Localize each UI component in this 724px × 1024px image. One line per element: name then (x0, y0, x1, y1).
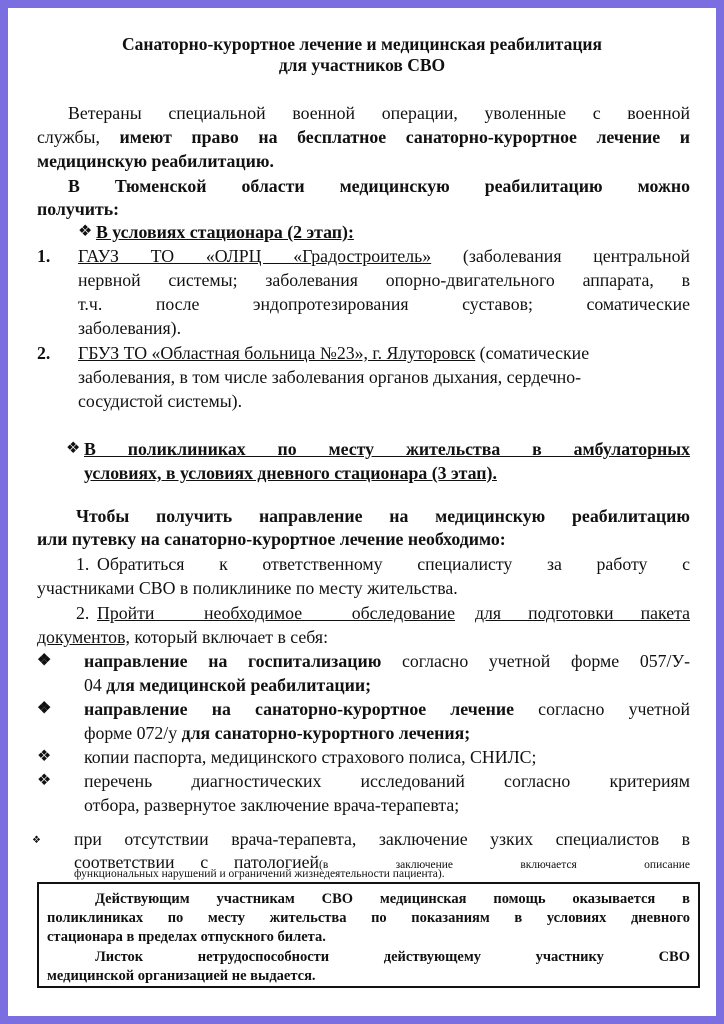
list-item-1-line-3: т.ч. после эндопротезирования суставов; соматические (78, 294, 690, 314)
document-page (8, 8, 716, 1016)
page-title (8, 34, 716, 76)
diamond-bullet-icon: ❖ (78, 223, 93, 240)
list-item-2-line-3: сосудистой системы). (78, 391, 243, 411)
diamond-bullet-icon: ❖ (66, 440, 81, 457)
step-2-line-2 (37, 626, 690, 648)
note-text: (в заключение включается описание (319, 859, 690, 871)
step-1-line-1: Обратиться к ответственному специалисту за работу с (97, 554, 690, 574)
list-item-text: (заболевания центральной (431, 246, 690, 266)
exam-text: Пройти необходимое обследование (97, 603, 455, 623)
package-text: для подготовки пакета (475, 603, 690, 623)
notice-line-5: медицинской организацией не выдается. (47, 968, 316, 984)
doc-text: согласно учетной (514, 699, 691, 719)
doc-1-line-2 (84, 674, 690, 696)
doc-3-line-1: копии паспорта, медицинского страхового полиса, СНИЛС; (84, 747, 537, 767)
title-line-2: для участников СВО (278, 55, 446, 75)
documents-text: документов, (37, 627, 130, 647)
step-1-line-2: участниками СВО в поликлинике по месту жительства. (37, 578, 458, 598)
list-item-1-line-2: нервной системы; заболевания опорно-двигательного аппарата, в (78, 270, 690, 290)
list-item-1-line-1 (78, 245, 690, 267)
doc-2-line-1 (84, 698, 690, 720)
doc-text: форме 072/у (84, 723, 182, 743)
intro-right-text: имеют право на бесплатное санаторно-курортное лечение и (119, 127, 690, 147)
includes-text: который включает в себя: (129, 627, 329, 647)
last-doc-line-3: функциональных нарушений и ограничений жизнедеятельности пациента). (74, 868, 445, 880)
intro-line-2 (37, 126, 690, 148)
doc-1-line-1 (84, 650, 690, 672)
step-2-line-1 (97, 602, 690, 624)
doc-2-line-2 (84, 722, 690, 744)
diamond-bullet-icon: ❖ (37, 652, 52, 669)
list-item-1-line-4: заболевания). (78, 318, 182, 338)
notice-line-3: стационара в пределах отпускного билета. (47, 929, 326, 945)
doc-bold-text: направление на санаторно-курортное лечение (84, 699, 515, 719)
outpatient-heading-line-1: В поликлиниках по месту жительства в амбулаторных (84, 439, 690, 459)
diamond-bullet-icon: ❖ (32, 835, 41, 846)
pathology-text: соответствии с патологией (74, 852, 319, 872)
facility-link[interactable]: ГАУЗ ТО «ОЛРЦ «Градостроитель» (78, 246, 432, 266)
list-item-2-line-2: заболевания, в том числе заболевания органов дыхания, сердечно- (78, 367, 582, 387)
title-line-1: Санаторно-курортное лечение и медицинская реабилитация (122, 34, 602, 54)
stationary-heading: В условиях стационара (2 этап): (96, 222, 354, 242)
doc-bold-text: для медицинской реабилитации; (106, 675, 372, 695)
notice-line-4: Листок нетрудоспособности действующему участнику СВО (95, 949, 690, 965)
item-number: 1. (37, 246, 51, 266)
diamond-bullet-icon: ❖ (37, 748, 52, 765)
doc-4-line-2: отбора, развернутое заключение врача-терапевта; (84, 795, 460, 815)
list-item-text: (соматические (475, 343, 590, 363)
region-line-1: В Тюменской области медицинскую реабилитацию можно (68, 176, 690, 196)
doc-bold-text: для санаторно-курортного лечения; (181, 723, 471, 743)
diamond-bullet-icon: ❖ (37, 700, 52, 717)
step-number: 2. (76, 603, 90, 623)
intro-text: службы, (37, 127, 120, 147)
doc-bold-text: направление на госпитализацию (84, 651, 382, 671)
notice-line-2: поликлиниках по месту жительства по показаниям в условиях дневного (47, 910, 690, 926)
region-line-2: получить: (37, 199, 120, 219)
outpatient-heading-line-2: условиях, в условиях дневного стационара (3 этап). (84, 463, 497, 483)
intro-line-3: медицинскую реабилитацию. (37, 151, 274, 171)
doc-4-line-1: перечень диагностических исследований согласно критериям (84, 771, 690, 791)
item-number: 2. (37, 343, 51, 363)
facility-link[interactable]: ГБУЗ ТО «Областная больница №23», г. Ялуторовск (78, 343, 476, 363)
doc-text: 04 (84, 675, 107, 695)
list-item-2-line-1 (78, 342, 698, 364)
notice-box (37, 882, 700, 988)
step-number: 1. (76, 554, 90, 574)
intro-line-1: Ветераны специальной военной операции, уволенные с военной (68, 103, 690, 123)
doc-text: согласно учетной форме 057/У- (381, 651, 690, 671)
last-doc-line-1: при отсутствии врача-терапевта, заключение узких специалистов в (74, 829, 690, 849)
notice-line-1: Действующим участникам СВО медицинская помощь оказывается в (95, 891, 690, 907)
diamond-bullet-icon: ❖ (37, 772, 52, 789)
howto-line-1: Чтобы получить направление на медицинскую реабилитацию (76, 506, 690, 526)
howto-line-2: или путевку на санаторно-курортное лечение необходимо: (37, 529, 506, 549)
